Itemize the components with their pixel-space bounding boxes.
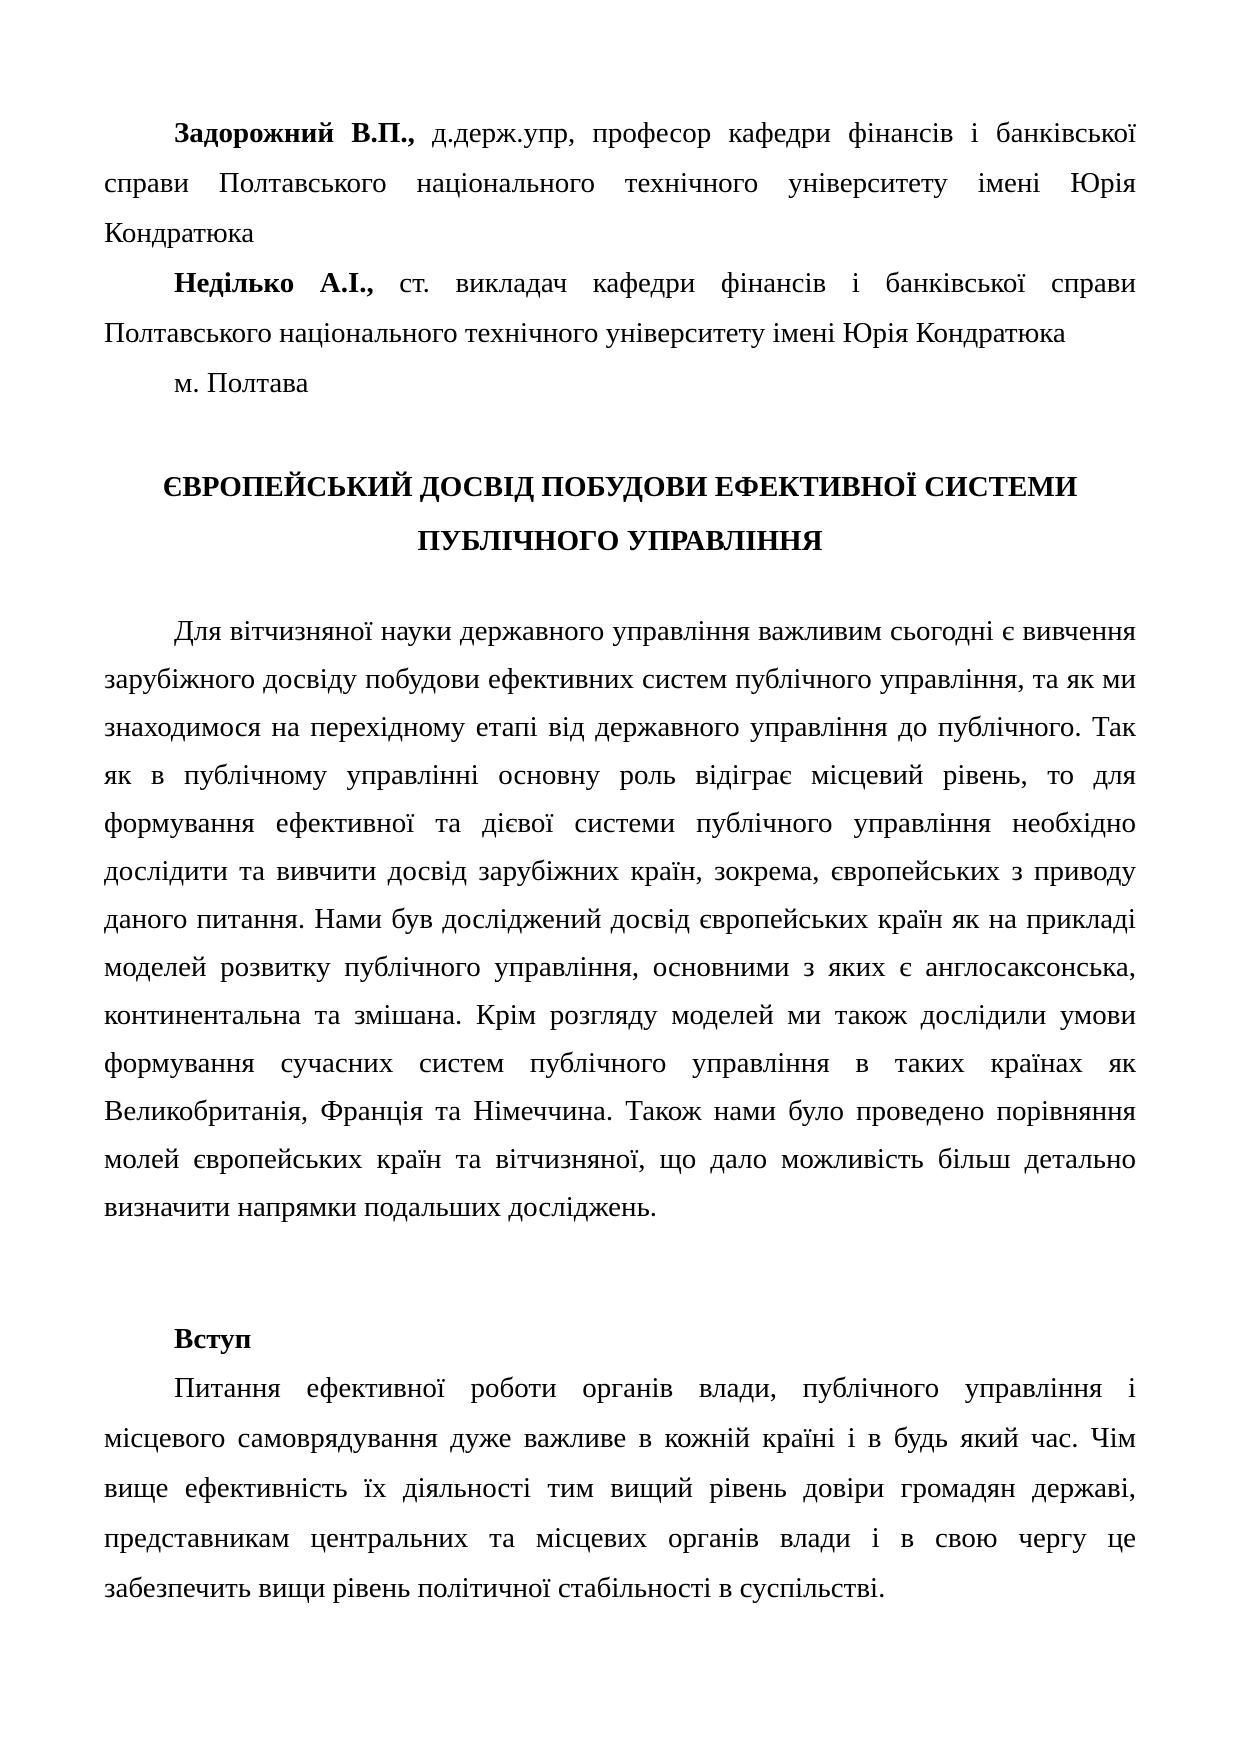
intro-paragraph: Питання ефективної роботи органів влади, публічного управління і місцевого самоврядування дуже важливе в кожній країні і в будь який час. Чім вище ефективність їх діяльності тим вищий рівень довіри громадян державі, представникам центральних та місцевих органів влади і в свою чергу це забезпечить вищи рівень політичної стабільності в суспільстві. bbox=[104, 1372, 1136, 1604]
author-paragraph-1 bbox=[104, 108, 1136, 258]
abstract-paragraph: Для вітчизняної науки державного управління важливим сьогодні є вивчення зарубіжного досвіду побудови ефективних систем публічного управління, та як ми знаходимося на перехідному етапі від державного управління до публічного. Так як в публічному управлінні основну роль відіграє місцевий рівень, то для формування ефективної та дієвої системи публічного управління необхідно дослідити та вивчити досвід зарубіжних країн, зокрема, європейських з приводу даного питання. Нами був досліджений досвід європейських країн як на прикладі моделей розвитку публічного управління, основними з яких є англосаксонська, континентальна та змішана. Крім розгляду моделей ми також дослідили умови формування сучасних систем публічного управління в таких країнах як Великобританія, Франція та Німеччина. Також нами було проведено порівняння молей європейських країн та вітчизняної, що дало можливість більш детально визначити напрямки подальших досліджень. bbox=[104, 615, 1136, 1223]
author-paragraph-2 bbox=[104, 258, 1136, 358]
author-name-1: Задорожний В.П., bbox=[174, 117, 415, 149]
article-title: ЄВРОПЕЙСЬКИЙ ДОСВІД ПОБУДОВИ ЕФЕКТИВНОЇ СИСТЕМИ ПУБЛІЧНОГО УПРАВЛІННЯ bbox=[162, 471, 1078, 557]
city-line: м. Полтава bbox=[174, 367, 309, 399]
author-details-2: ст. викладач кафедри фінансів і банківської справи Полтавського національного технічного університету імені Юрія Кондратюка bbox=[104, 267, 1137, 349]
author-name-2: Неділько А.І., bbox=[174, 267, 374, 299]
authors-block bbox=[104, 108, 1136, 408]
author-details-1: д.держ.упр, професор кафедри фінансів і банківської справи Полтавського національного технічного університету імені Юрія Кондратюка bbox=[104, 117, 1136, 249]
section-heading-vstup: Вступ bbox=[174, 1323, 252, 1355]
